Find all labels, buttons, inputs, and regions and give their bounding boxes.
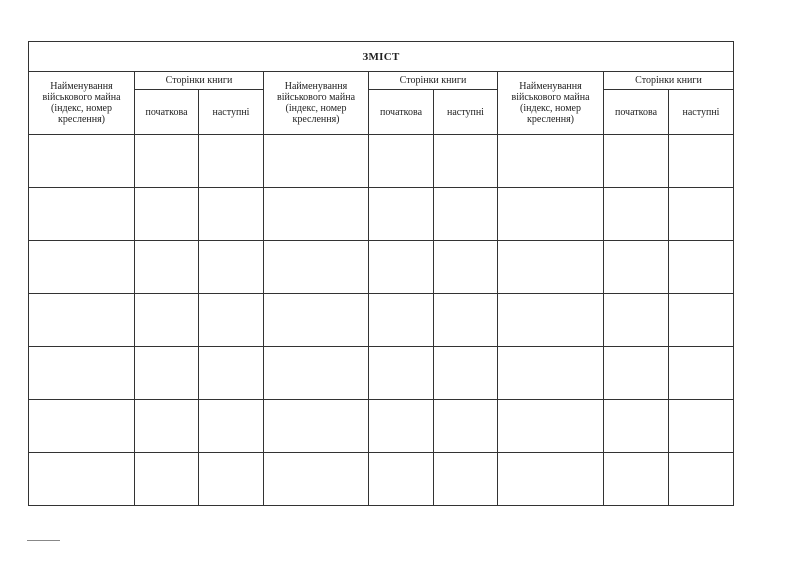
table-cell[interactable]	[498, 400, 604, 453]
table-cell[interactable]	[604, 347, 669, 400]
table-row	[29, 453, 734, 506]
table-cell[interactable]	[199, 453, 264, 506]
table-cell[interactable]	[264, 294, 369, 347]
table-cell[interactable]	[434, 400, 498, 453]
column-header-pages-1: Сторінки книги	[135, 72, 264, 90]
table-cell[interactable]	[498, 294, 604, 347]
table-cell[interactable]	[498, 347, 604, 400]
table-cell[interactable]	[604, 453, 669, 506]
table-cell[interactable]	[135, 294, 199, 347]
table-row	[29, 241, 734, 294]
column-header-pages-3: Сторінки книги	[604, 72, 734, 90]
name-header-line: Найменування	[519, 81, 582, 92]
table-cell[interactable]	[199, 241, 264, 294]
table-cell[interactable]	[434, 453, 498, 506]
contents-form	[28, 41, 733, 506]
contents-table	[28, 41, 734, 506]
name-header-line: Найменування	[50, 81, 113, 92]
table-cell[interactable]	[29, 241, 135, 294]
table-cell[interactable]	[604, 241, 669, 294]
table-cell[interactable]	[434, 135, 498, 188]
table-cell[interactable]	[669, 135, 734, 188]
footer-line	[27, 540, 60, 541]
table-cell[interactable]	[669, 241, 734, 294]
table-cell[interactable]	[604, 400, 669, 453]
name-header-line: військового майна	[511, 92, 590, 103]
table-cell[interactable]	[434, 294, 498, 347]
table-cell[interactable]	[135, 400, 199, 453]
column-header-name-3	[498, 72, 604, 135]
table-cell[interactable]	[135, 453, 199, 506]
table-cell[interactable]	[669, 294, 734, 347]
table-cell[interactable]	[29, 188, 135, 241]
column-header-next-pages-3: наступні	[669, 90, 734, 135]
table-cell[interactable]	[264, 188, 369, 241]
column-header-pages-2: Сторінки книги	[369, 72, 498, 90]
table-cell[interactable]	[669, 453, 734, 506]
name-header-line: (індекс, номер	[285, 103, 347, 114]
name-header-line: військового майна	[276, 92, 356, 103]
table-cell[interactable]	[369, 135, 434, 188]
table-cell[interactable]	[604, 294, 669, 347]
table-cell[interactable]	[498, 135, 604, 188]
name-header-line: (індекс, номер	[51, 103, 112, 114]
table-cell[interactable]	[264, 135, 369, 188]
table-cell[interactable]	[264, 241, 369, 294]
table-cell[interactable]	[29, 294, 135, 347]
table-cell[interactable]	[199, 294, 264, 347]
column-header-first-page-3: початкова	[604, 90, 669, 135]
column-header-first-page-2: початкова	[369, 90, 434, 135]
column-header-first-page-1: початкова	[135, 90, 199, 135]
table-row	[29, 188, 734, 241]
table-cell[interactable]	[29, 347, 135, 400]
table-cell[interactable]	[199, 135, 264, 188]
table-cell[interactable]	[669, 400, 734, 453]
table-cell[interactable]	[369, 400, 434, 453]
name-header-line: креслення)	[57, 114, 106, 125]
table-cell[interactable]	[264, 347, 369, 400]
name-header-line: (індекс, номер	[520, 103, 581, 114]
table-cell[interactable]	[604, 135, 669, 188]
table-cell[interactable]	[369, 453, 434, 506]
table-cell[interactable]	[264, 453, 369, 506]
column-header-name-2	[264, 72, 369, 135]
table-cell[interactable]	[498, 188, 604, 241]
column-header-next-pages-2: наступні	[434, 90, 498, 135]
table-cell[interactable]	[369, 347, 434, 400]
name-header-line: креслення)	[292, 114, 340, 125]
table-cell[interactable]	[369, 188, 434, 241]
table-cell[interactable]	[434, 241, 498, 294]
name-header-line: військового майна	[42, 92, 121, 103]
table-row	[29, 135, 734, 188]
column-header-next-pages-1: наступні	[199, 90, 264, 135]
table-cell[interactable]	[135, 241, 199, 294]
table-cell[interactable]	[199, 400, 264, 453]
table-row	[29, 400, 734, 453]
table-cell[interactable]	[135, 135, 199, 188]
table-cell[interactable]	[498, 241, 604, 294]
table-cell[interactable]	[498, 453, 604, 506]
table-cell[interactable]	[29, 135, 135, 188]
table-cell[interactable]	[669, 347, 734, 400]
table-cell[interactable]	[199, 347, 264, 400]
name-header-line: креслення)	[526, 114, 575, 125]
table-cell[interactable]	[369, 294, 434, 347]
table-row	[29, 347, 734, 400]
table-cell[interactable]	[135, 188, 199, 241]
table-row	[29, 294, 734, 347]
table-cell[interactable]	[369, 241, 434, 294]
column-header-name-1	[29, 72, 135, 135]
table-title: ЗМІСТ	[29, 42, 734, 72]
table-cell[interactable]	[604, 188, 669, 241]
table-cell[interactable]	[135, 347, 199, 400]
table-cell[interactable]	[29, 453, 135, 506]
table-cell[interactable]	[199, 188, 264, 241]
table-cell[interactable]	[434, 347, 498, 400]
table-cell[interactable]	[29, 400, 135, 453]
table-cell[interactable]	[264, 400, 369, 453]
table-cell[interactable]	[669, 188, 734, 241]
table-cell[interactable]	[434, 188, 498, 241]
table-body	[29, 135, 734, 506]
name-header-line: Найменування	[284, 81, 348, 92]
